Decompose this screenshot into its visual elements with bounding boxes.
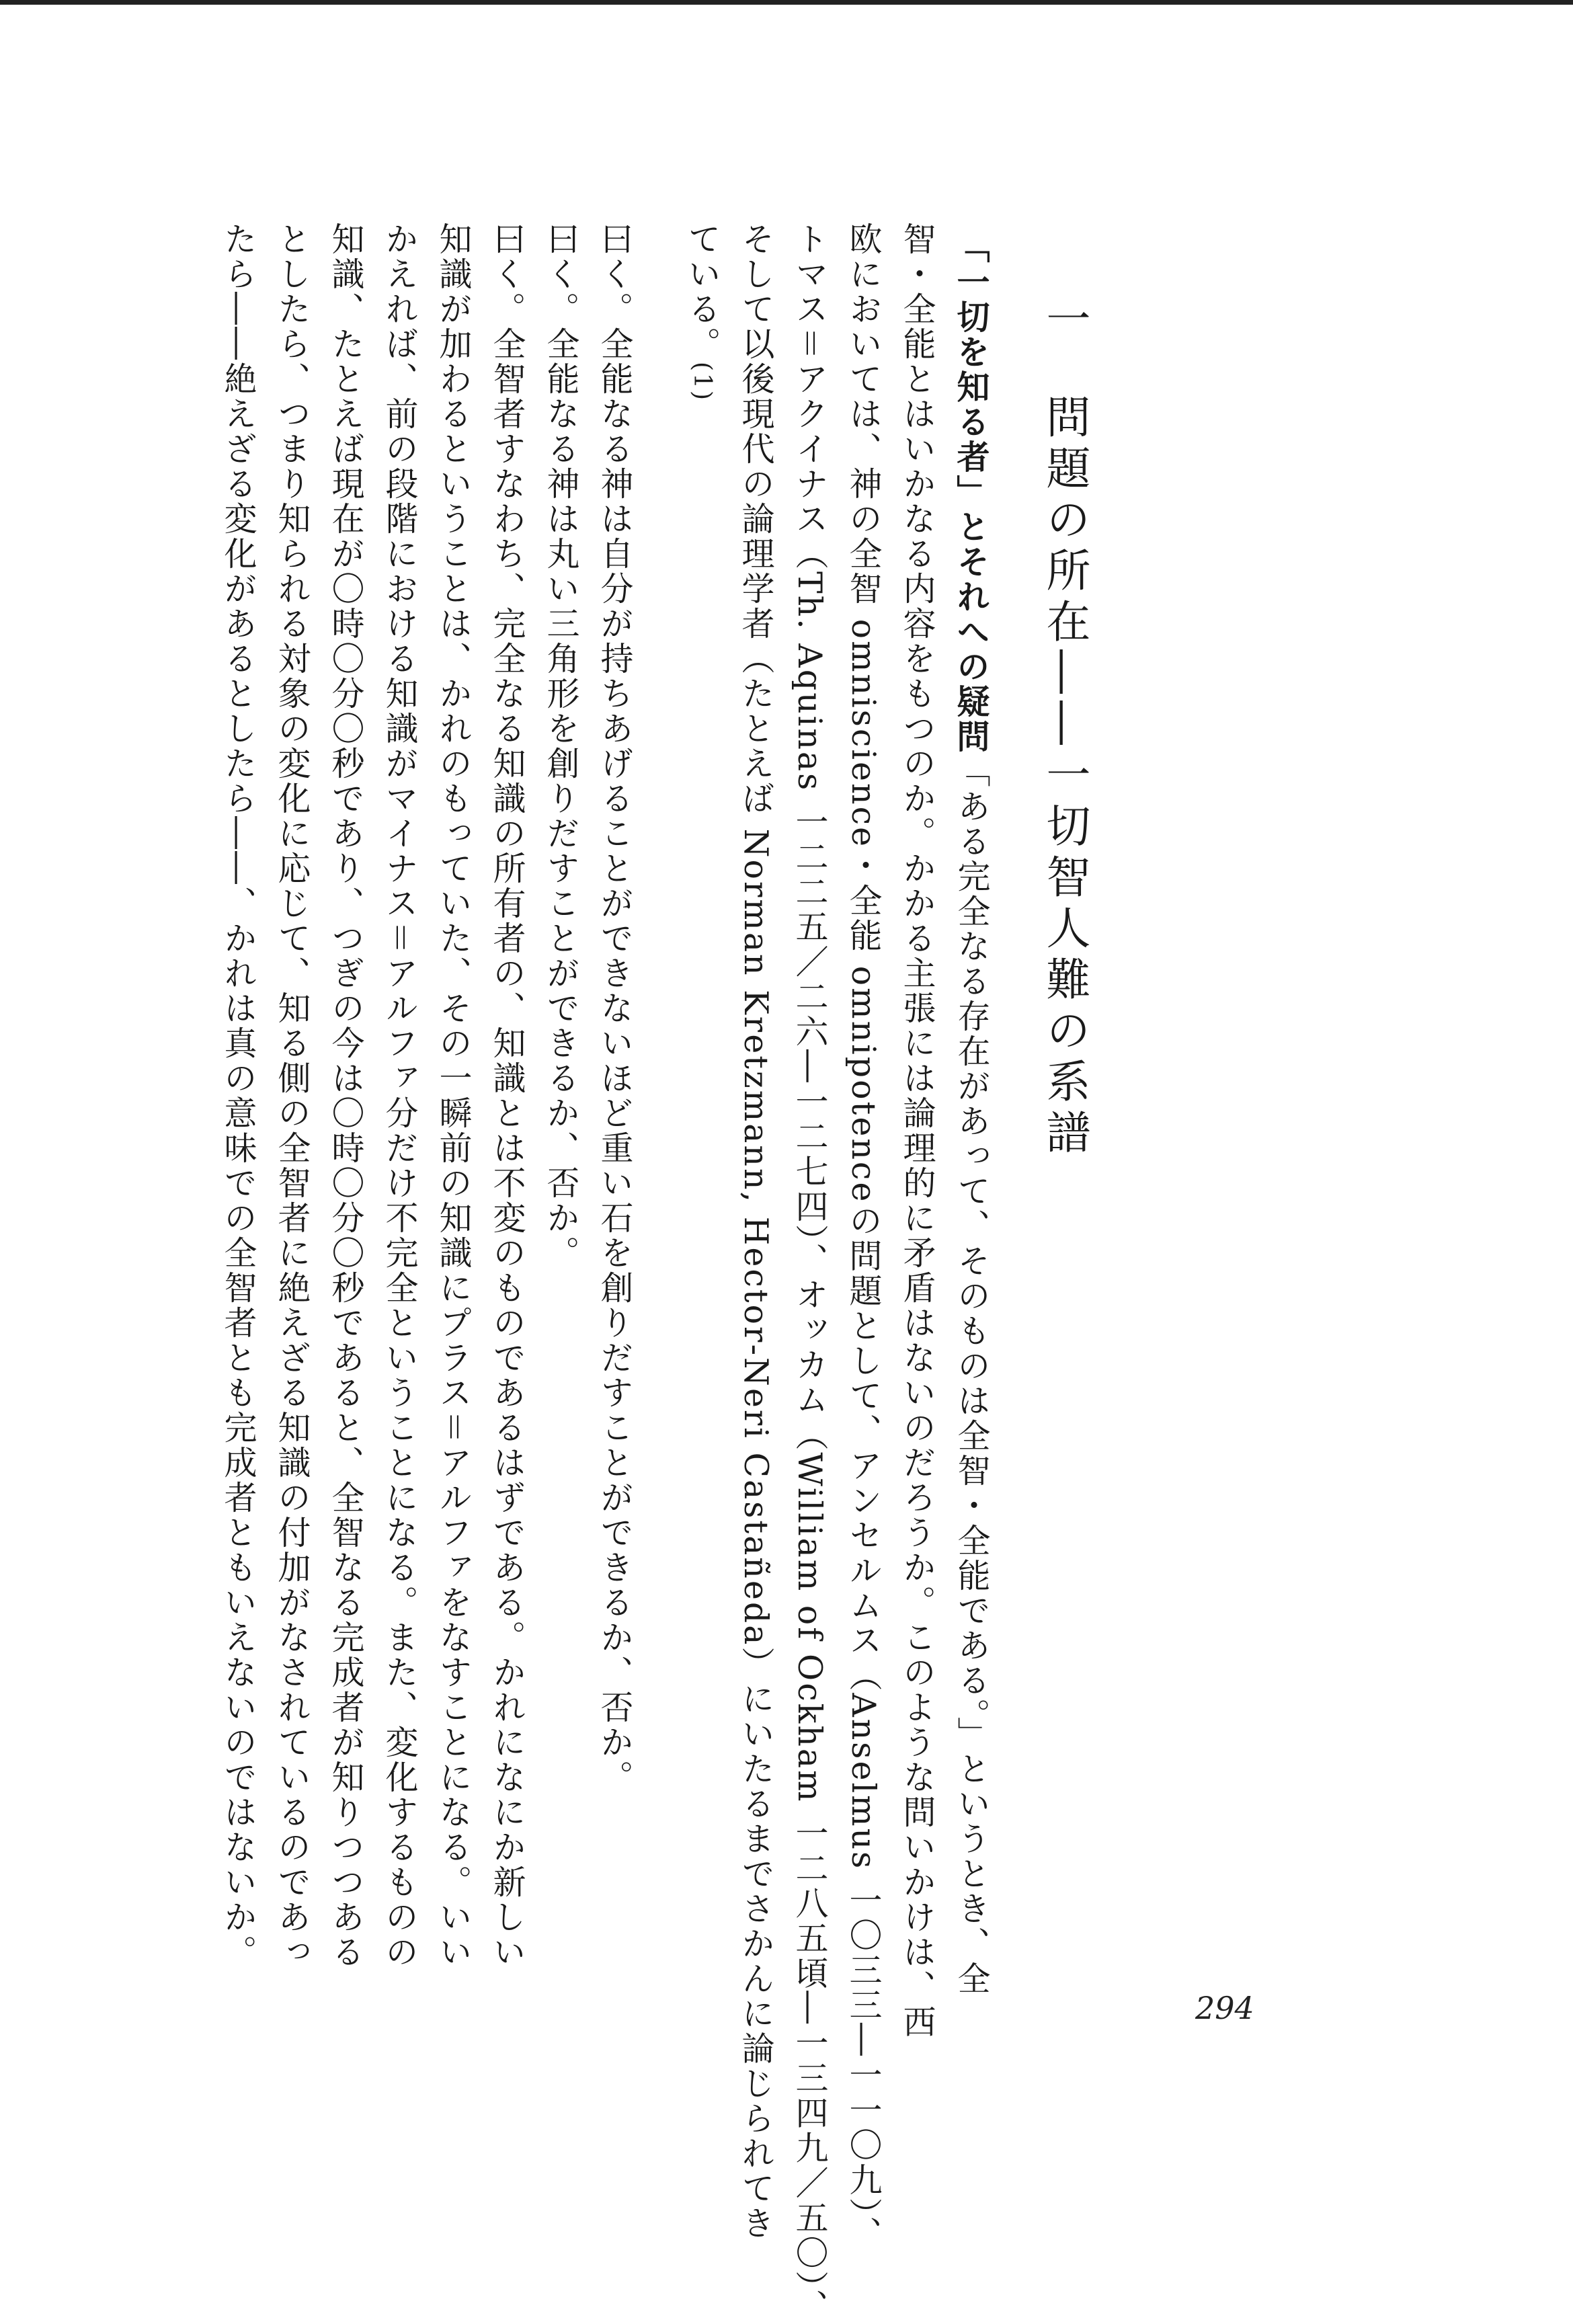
top-border-rule: [0, 0, 1573, 5]
text-line-4: トマス＝アクイナス（Th. Aquinas 一二二五／二六―一二七四）、オッカム（William of Ockham 一二八五頃―一三四九／五〇）、: [791, 222, 829, 2324]
text-line-1: 「一切を知る者」とそれへの疑問「ある完全なる存在があって、そのものは全智・全能である。」というとき、全: [952, 230, 991, 1997]
text-line-13: としたら、つまり知られる対象の変化に応じて、知る側の全智者に絶えざる知識の付加がなされているのであっ: [273, 222, 311, 1970]
text-line-9: 曰く。全智者すなわち、完全なる知識の所有者の、知識とは不変のものであるはずである。かれになにか新しい: [488, 222, 526, 1970]
section-title: 問題の所在――一切智人難の系譜: [1039, 394, 1090, 1160]
text-line-11: かえれば、前の段階における知識がマイナス＝アルファ分だけ不完全ということになる。また、変化するものの: [380, 222, 419, 1970]
page-number: 294: [1195, 1990, 1254, 2026]
text-line-5: そして以後現代の論理学者（たとえば Norman Kretzmann, Hector-Neri Castañeda）にいたるまでさかんに論じられてき: [737, 222, 775, 2241]
inline-subheading: 「一切を知る者」とそれへの疑問: [952, 230, 991, 754]
text-line-12: 知識、たとえば現在が〇時〇分〇秒であり、つぎの今は〇時〇分〇秒であると、全智なる完成者が知りつつある: [327, 222, 365, 1970]
text-line-3: 欧においては、神の全智 omniscience・全能 omnipotenceの問題として、アンセルムス（Anselmus 一〇三三―一一〇九）、: [844, 222, 883, 2251]
text-line-10: 知識が加わるということは、かれのもっていた、その一瞬前の知識にプラス＝アルファをなすことになる。いい: [434, 222, 473, 1970]
text-line-6: ている。(1): [683, 222, 721, 402]
text-line-7: 曰く。全能なる神は自分が持ちあげることができないほど重い石を創りだすことができるか、否か。: [596, 222, 634, 1795]
section-number: 一: [1039, 296, 1090, 347]
footnote-marker: (1): [688, 362, 716, 402]
text-line-14: たら――絶えざる変化があるとしたら――、かれは真の意味での全智者とも完成者ともいえないのではないか。: [219, 222, 257, 1970]
section-heading: [1039, 296, 1090, 1160]
text-line-8: 曰く。全能なる神は丸い三角形を創りだすことができるか、否か。: [542, 222, 580, 1271]
text-line-2: 智・全能とはいかなる内容をもつのか。かかる主張には論理的に矛盾はないのだろうか。このような問いかけは、西: [898, 222, 936, 2040]
